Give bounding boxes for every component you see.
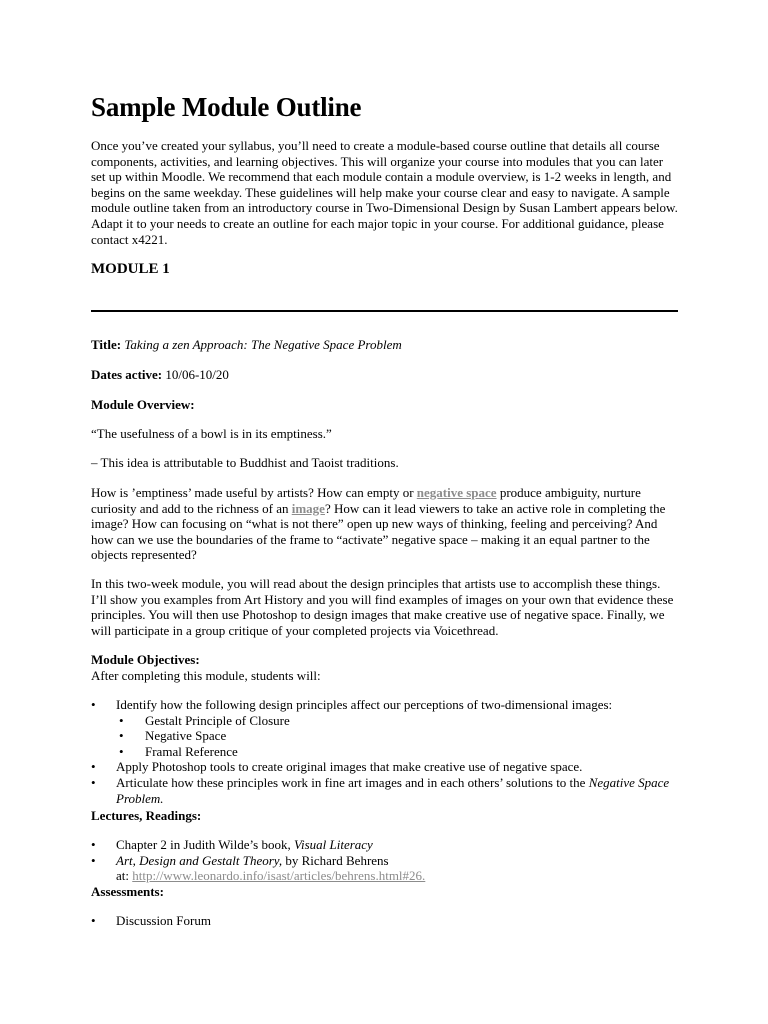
principle-item: • Framal Reference bbox=[91, 744, 679, 760]
objectives-list bbox=[91, 697, 679, 806]
negative-space-link[interactable]: negative space bbox=[416, 485, 497, 500]
principle-item: • Gestalt Principle of Closure bbox=[91, 713, 679, 729]
lectures-heading: Lectures, Readings: bbox=[91, 808, 202, 823]
dates-row bbox=[91, 367, 679, 383]
design-principles-list bbox=[91, 713, 679, 760]
overview-quote: “The usefulness of a bowl is in its emptiness.” bbox=[91, 426, 332, 441]
assessment-item: • Discussion Forum bbox=[91, 913, 679, 929]
objective-item-1: • Identify how the following design principles affect our perceptions of two-dimensional images: • Gestalt Principle of Closure • Negative Space • Framal Reference bbox=[91, 697, 679, 759]
lectures-list-wrapper bbox=[91, 837, 679, 884]
module-heading: MODULE 1 bbox=[91, 261, 170, 277]
dates-label: Dates active: bbox=[91, 367, 163, 382]
objective-item-2: • Apply Photoshop tools to create original images that make creative use of negative space. bbox=[91, 759, 679, 775]
title-label: Title: bbox=[91, 337, 122, 352]
horizontal-rule bbox=[91, 310, 678, 312]
assessments-list bbox=[91, 913, 679, 929]
objectives-list-wrapper bbox=[91, 697, 679, 806]
intro-paragraph: Once you’ve created your syllabus, you’ll need to create a module-based course outline that details all course components, activities, and learning objectives. This will organize your course into modules that you can later set up within Moodle. We recommend that each module contain a module overview, is 1-2 weeks in length, and begins on the same weekday. These guidelines will help make your course clear and easy to navigate. A sample module outline taken from an introductory course in Two-Dimensional Design by Susan Lambert appears below. Adapt it to your needs to create an outline for each major topic in your course. For additional guidance, please contact x4221. bbox=[91, 138, 678, 247]
module-title: Taking a zen Approach: The Negative Space Problem bbox=[124, 337, 402, 352]
reading-item-2: • Art, Design and Gestalt Theory, by Richard Behrens at: http://www.leonardo.info/isast/articles/behrens.html#26. bbox=[91, 853, 679, 884]
lectures-list bbox=[91, 837, 679, 884]
overview-paragraph-1: How is ’emptiness’ made useful by artists? How can empty or negative space produce ambiguity, nurture curiosity and add to the richness of an image? How can it lead viewers to take an active role in completing the image? How can focusing on “what is not there” open up new ways of thinking, feeling and perceiving? And how can we use the boundaries of the frame to “activate” negative space – making it an equal partner to the objects represented? bbox=[91, 485, 666, 563]
objectives-lead: After completing this module, students will: bbox=[91, 667, 321, 683]
behrens-article-link[interactable]: http://www.leonardo.info/isast/articles/behrens.html#26. bbox=[132, 868, 426, 884]
dates-value: 10/06-10/20 bbox=[165, 367, 229, 382]
objectives-section bbox=[91, 652, 679, 683]
principle-item: • Negative Space bbox=[91, 728, 679, 744]
assessments-list-wrapper bbox=[91, 913, 679, 929]
image-link[interactable]: image bbox=[291, 500, 325, 516]
page-title: Sample Module Outline bbox=[91, 92, 362, 122]
overview-heading: Module Overview: bbox=[91, 397, 195, 412]
reading-item-1: • Chapter 2 in Judith Wilde’s book, Visual Literacy bbox=[91, 837, 679, 853]
assessments-heading: Assessments: bbox=[91, 884, 164, 899]
objective-item-3: • Articulate how these principles work in fine art images and in each others’ solutions to the Negative Space Problem. bbox=[91, 775, 679, 806]
overview-attribution: – This idea is attributable to Buddhist and Taoist traditions. bbox=[91, 455, 399, 470]
title-row bbox=[91, 337, 679, 353]
overview-paragraph-2: In this two-week module, you will read about the design principles that artists use to accomplish these things. I’ll show you examples from Art History and you will find examples of images on your own that evidence these principles. You will then use Photoshop to design images that make creative use of negative space. Finally, we will participate in a group critique of your completed projects via Voicethread. bbox=[91, 576, 674, 638]
objectives-heading: Module Objectives: bbox=[91, 652, 200, 667]
